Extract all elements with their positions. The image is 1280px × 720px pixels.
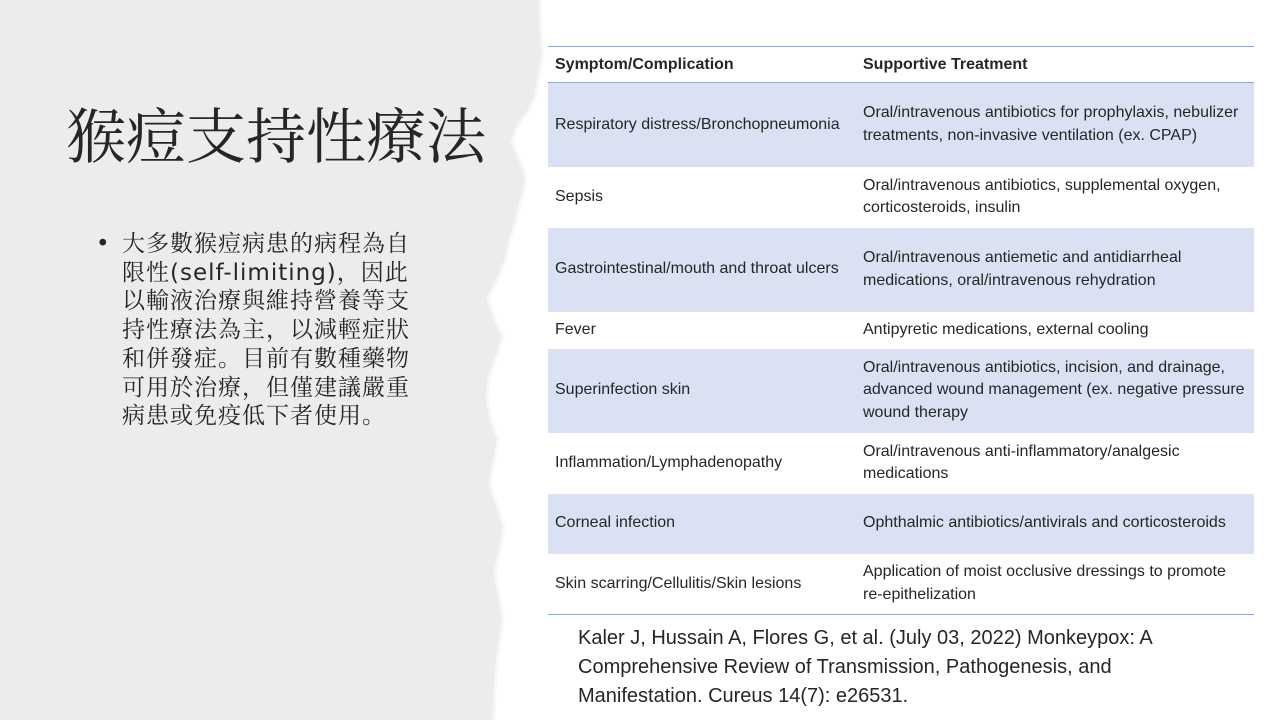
citation: Kaler J, Hussain A, Flores G, et al. (July 03, 2022) Monkeypox: A Comprehensive Review of Transmission, Pathogenesis, and Manifestation. Cureus 14(7): e26531. [578,627,1152,707]
symptom-cell: Fever [555,320,596,338]
table-row [548,167,1254,228]
symptom-cell: Respiratory distress/Bronchopneumonia [548,83,856,167]
symptom-cell: Superinfection skin [548,349,856,433]
bullet-text-part1: 大多數猴痘病患的病程為自限性 [122,231,410,286]
table-row [548,312,1254,349]
treatment-cell: Oral/intravenous anti-inflammatory/analgesic medications [863,442,1180,482]
treatment-cell: Ophthalmic antibiotics/antivirals and corticosteroids [856,494,1254,554]
header-treatment: Supportive Treatment [856,47,1254,83]
table-row [548,494,1254,554]
treatment-cell: Antipyretic medications, external cooling [863,320,1149,338]
table-row [548,433,1254,494]
symptom-cell: Inflammation/Lymphadenopathy [555,453,783,471]
treatment-table [548,46,1254,615]
slide-title: 猴痘支持性療法 [66,103,486,173]
bullet-paragraph [96,230,426,431]
bullet-dot-icon: • [96,231,110,257]
treatment-cell: Oral/intravenous antibiotics for prophylaxis, nebulizer treatments, non-invasive ventilation (ex. CPAP) [856,83,1254,167]
table-row [548,83,1254,167]
treatment-cell: Oral/intravenous antibiotics, incision, and drainage, advanced wound management (ex. negative pressure wound therapy [856,349,1254,433]
bullet-text-part2: (self-limiting) [170,259,337,286]
treatment-cell: Application of moist occlusive dressings to promote re-epithelization [856,554,1254,615]
table-row [548,228,1254,312]
bullet-text-part3: ，因此以輸液治療與維持營養等支持性療法為主，以減輕症狀和併發症。目前有數種藥物可用於治療，但僅建議嚴重病患或免疫低下者使用。 [122,259,410,430]
table-row [548,554,1254,615]
symptom-cell: Corneal infection [548,494,856,554]
table-row [548,349,1254,433]
symptom-cell: Skin scarring/Cellulitis/Skin lesions [548,554,856,615]
treatment-cell: Oral/intravenous antiemetic and antidiarrheal medications, oral/intravenous rehydration [856,228,1254,312]
bullet-text [122,230,426,431]
header-symptom: Symptom/Complication [548,47,856,83]
symptom-cell: Sepsis [555,187,604,205]
symptom-cell: Gastrointestinal/mouth and throat ulcers [548,228,856,312]
treatment-cell: Oral/intravenous antibiotics, supplemental oxygen, corticosteroids, insulin [863,176,1221,216]
table-header-row [548,47,1254,83]
